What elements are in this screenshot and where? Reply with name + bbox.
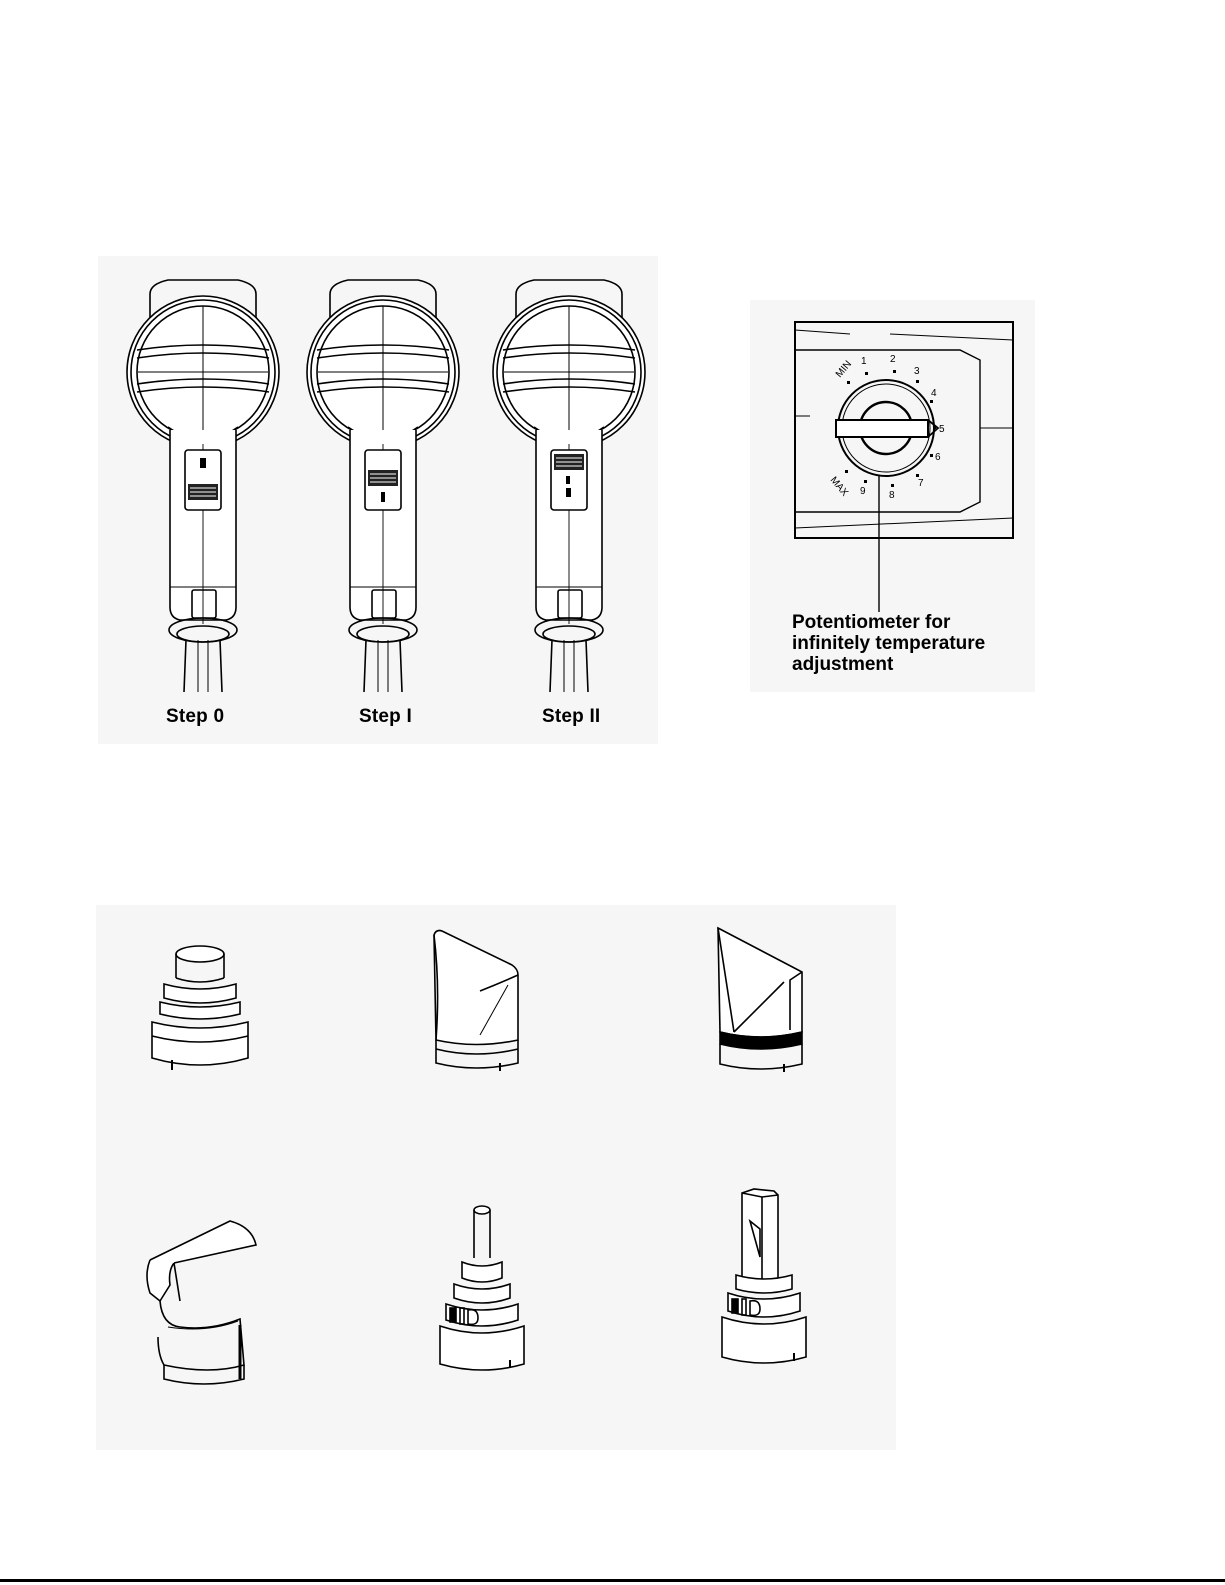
flat-wide-nozzle-icon — [714, 922, 814, 1082]
dial-mark-8: 8 — [889, 490, 895, 501]
potentiometer-caption — [792, 612, 985, 675]
potentiometer-caption-line-2: infinitely temperature — [792, 633, 986, 654]
dial-max-label: MAX — [827, 474, 851, 499]
step-0-label: Step 0 — [166, 706, 225, 727]
reflector-nozzle-icon — [430, 925, 530, 1085]
heat-gun-step-1-illustration — [308, 262, 460, 696]
dial-mark-9: 9 — [860, 486, 866, 497]
tube-reflector-nozzle-icon — [140, 1215, 270, 1390]
narrow-slot-nozzle-icon — [714, 1185, 814, 1380]
heat-gun-step-2-illustration — [494, 262, 646, 696]
potentiometer-caption-line-1: Potentiometer for — [792, 612, 951, 633]
dial-min-label: MIN — [833, 358, 855, 380]
step-1-label: Step I — [359, 706, 412, 727]
potentiometer-dial-illustration — [790, 320, 1022, 614]
dial-mark-5: 5 — [939, 424, 945, 435]
page-bottom-rule — [0, 1579, 1225, 1582]
dial-mark-4: 4 — [931, 388, 937, 399]
dial-mark-2: 2 — [890, 354, 896, 365]
dial-mark-6: 6 — [935, 452, 941, 463]
dial-mark-1: 1 — [861, 356, 867, 367]
potentiometer-caption-line-3: adjustment — [792, 654, 894, 675]
step-2-label: Step II — [542, 706, 601, 727]
reducing-nozzle-icon — [140, 940, 260, 1090]
heat-gun-step-0-illustration — [128, 262, 280, 696]
dial-mark-7: 7 — [918, 478, 924, 489]
pencil-point-nozzle-icon — [432, 1200, 532, 1380]
dial-mark-3: 3 — [914, 366, 920, 377]
